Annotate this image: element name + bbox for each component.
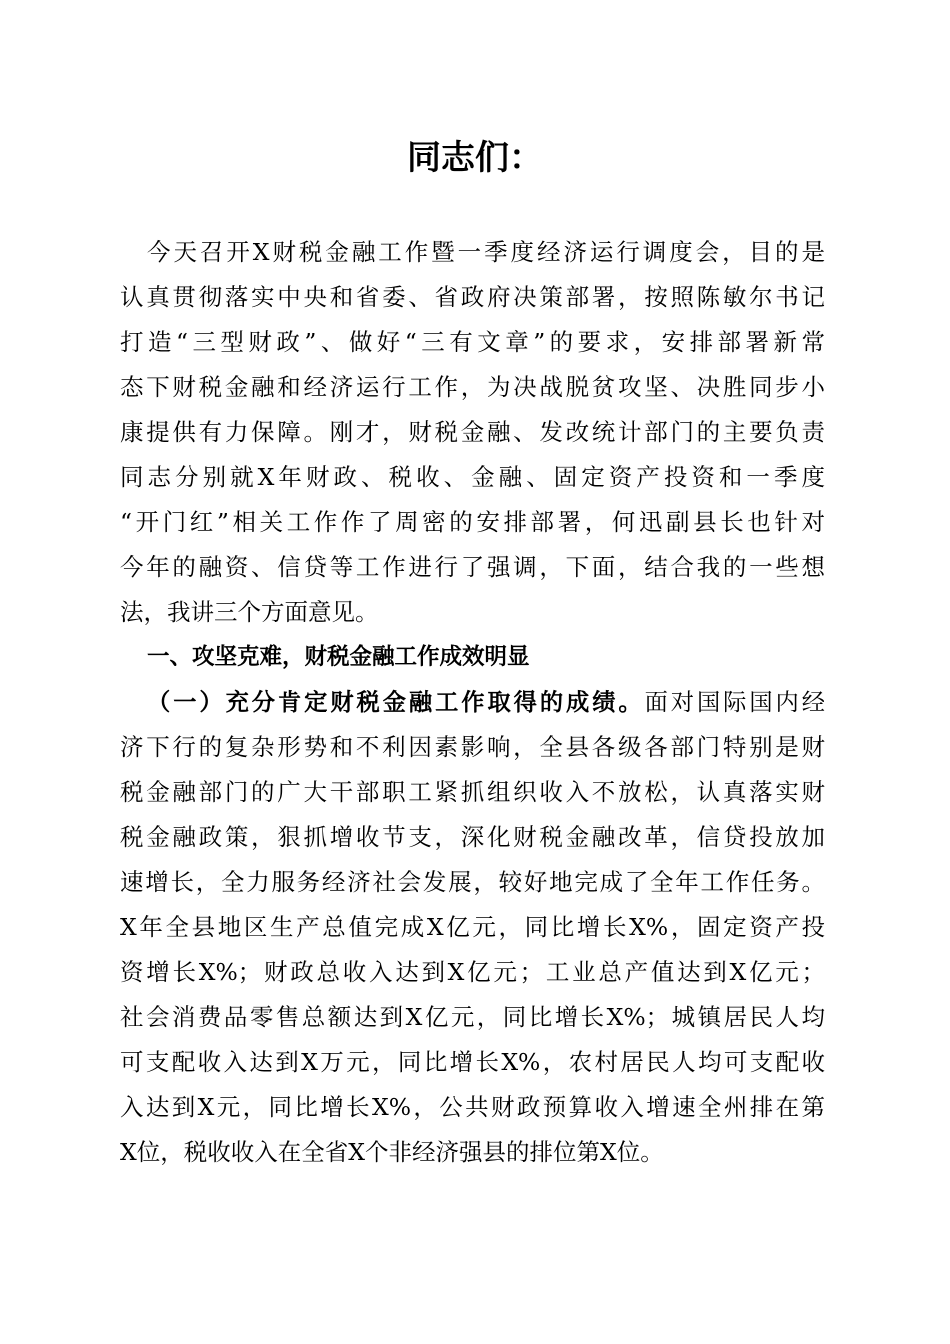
paragraph-line: 可支配收入达到X万元，同比增长X%，农村居民人均可支配收 [120, 1048, 825, 1076]
paragraph-line: 同志分别就X年财政、税收、金融、固定资产投资和一季度 [120, 463, 825, 491]
subsection-label: （一）充分肯定财税金融工作取得的成绩。 [147, 689, 645, 716]
subsection-first-line [120, 680, 825, 725]
paragraph-line: 税金融政策，狠抓增收节支，深化财税金融改革，信贷投放加 [120, 823, 825, 851]
section-block [120, 635, 825, 1175]
section-heading: 一、攻坚克难，财税金融工作成效明显 [147, 644, 530, 670]
paragraph-line: 打造“三型财政”、做好“三有文章”的要求，安排部署新常 [120, 328, 825, 356]
paragraph-line: 今天召开X财税金融工作暨一季度经济运行调度会，目的是 [147, 238, 825, 266]
paragraph-line: “开门红”相关工作作了周密的安排部署，何迅副县长也针对 [120, 508, 825, 536]
paragraph-line: 资增长X%；财政总收入达到X亿元；工业总产值达到X亿元； [120, 958, 825, 986]
subsection-first-line-text: 面对国际国内经 [644, 689, 825, 716]
paragraph-line: X年全县地区生产总值完成X亿元，同比增长X%，固定资产投 [120, 913, 825, 941]
page-title: 同志们： [407, 138, 543, 178]
paragraph-line: 速增长，全力服务经济社会发展，较好地完成了全年工作任务。 [120, 868, 825, 896]
paragraph-line: 康提供有力保障。刚才，财税金融、发改统计部门的主要负责 [120, 418, 825, 446]
paragraph-line: 社会消费品零售总额达到X亿元，同比增长X%；城镇居民人均 [120, 1003, 825, 1031]
paragraph-line: 认真贯彻落实中央和省委、省政府决策部署，按照陈敏尔书记 [120, 283, 825, 311]
intro-paragraph [120, 230, 825, 635]
paragraph-line: 入达到X元，同比增长X%，公共财政预算收入增速全州排在第 [120, 1093, 825, 1121]
paragraph-line: 法，我讲三个方面意见。 [120, 598, 379, 626]
paragraph-line: 税金融部门的广大干部职工紧抓组织收入不放松，认真落实财 [120, 778, 825, 806]
paragraph-line: 今年的融资、信贷等工作进行了强调，下面，结合我的一些想 [120, 553, 825, 581]
paragraph-line: 态下财税金融和经济运行工作，为决战脱贫攻坚、决胜同步小 [120, 373, 825, 401]
paragraph-line: 济下行的复杂形势和不利因素影响，全县各级各部门特别是财 [120, 733, 825, 761]
paragraph-line: X位，税收收入在全省X个非经济强县的排位第X位。 [120, 1138, 664, 1166]
